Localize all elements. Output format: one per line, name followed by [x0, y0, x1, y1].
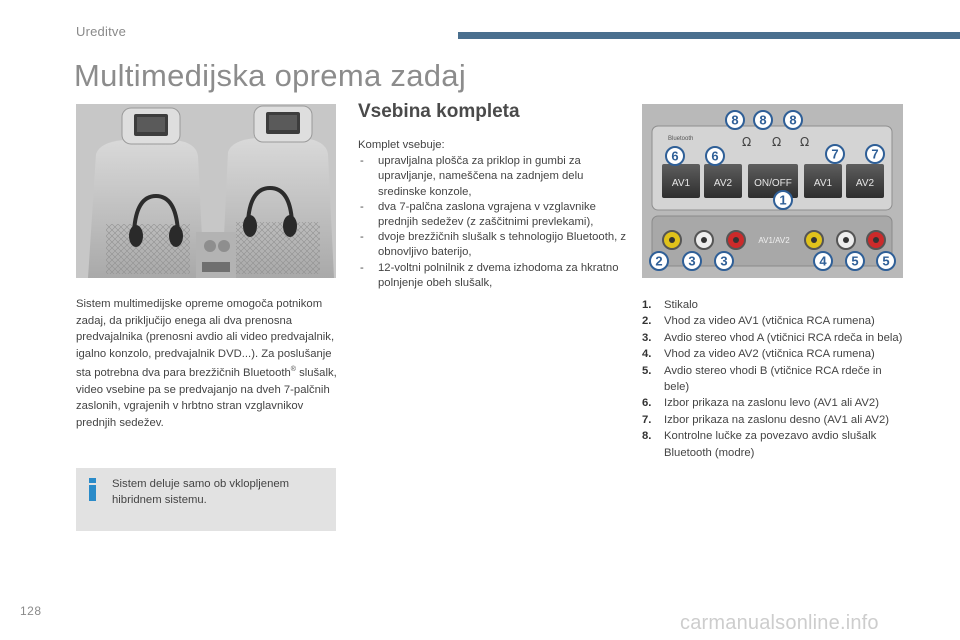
description-text-part: slušalk, video vsebine pa se predvajanjo na dveh 7-palčnih zaslonih, vgrajenih v hrbtno stran vzglavnikov prednjih sedežev.	[76, 367, 337, 429]
svg-text:Ω: Ω	[772, 135, 782, 149]
info-note-text: Sistem deluje samo ob vklopljenem hibridnem sistemu.	[112, 478, 290, 506]
legend-text: Izbor prikaza na zaslonu levo (AV1 ali AV2)	[664, 397, 879, 410]
panel-brand-label: Bluetooth	[668, 136, 694, 142]
callout-number: 6	[671, 148, 679, 164]
callout-number: 1	[779, 192, 787, 208]
legend-text: Izbor prikaza na zaslonu desno (AV1 ali AV2)	[664, 413, 890, 426]
kit-contents	[358, 138, 628, 291]
list-item: - upravljalna plošča za priklop in gumbi za upravljanje, nameščena na zadnjem delu sredinske konzole,	[358, 154, 628, 200]
list-item	[642, 363, 904, 396]
legend-text: Avdio stereo vhodi B (vtičnice RCA rdeče in bele)	[664, 364, 882, 394]
list-item	[642, 395, 904, 411]
page-title: Multimedijska oprema zadaj	[74, 58, 467, 93]
legend-number: 6.	[642, 397, 652, 410]
header-accent-bar	[458, 32, 960, 39]
legend-number: 5.	[642, 364, 652, 377]
kit-heading: Vsebina kompleta	[358, 101, 520, 122]
headrest-screens-illustration	[76, 104, 336, 278]
legend-list	[642, 297, 904, 461]
system-description	[76, 296, 338, 432]
list-item: - dvoje brezžičnih slušalk s tehnologijo Bluetooth, z obnovljivo baterijo,	[358, 230, 628, 260]
legend-number: 3.	[642, 331, 652, 344]
list-item: - dva 7-palčna zaslona vgrajena v vzglavnike prednjih sedežev (z zaščitnimi prevlekami),	[358, 200, 628, 230]
control-panel-photo	[642, 104, 903, 278]
legend-text: Stikalo	[664, 299, 698, 311]
registered-mark: ®	[290, 366, 296, 374]
list-item	[642, 346, 904, 362]
kit-list	[358, 154, 628, 291]
legend-number: 8.	[642, 430, 652, 443]
callout-number: 5	[851, 253, 859, 269]
description-text-part: Sistem multimedijske opreme omogoča potnikom zadaj, da priključijo enega ali dva prenosna predvajalnika (prenosni avdio ali video predvajalnik, igalno konzolo, predvajalnik DVD...). Za poslušanje sta potrebna dva para brezžičnih Bluetooth	[76, 298, 335, 380]
button-label: AV2	[713, 178, 733, 189]
callout-number: 8	[759, 112, 767, 128]
headrest-screens-photo	[76, 104, 336, 278]
list-item	[642, 313, 904, 329]
list-item	[642, 428, 904, 461]
legend-number: 4.	[642, 348, 652, 361]
callout-number: 7	[871, 146, 879, 162]
legend-number: 7.	[642, 413, 652, 426]
info-icon	[88, 478, 97, 501]
legend-number: 1.	[642, 299, 652, 311]
watermark: carmanualsonline.info	[680, 612, 879, 634]
kit-intro: Komplet vsebuje:	[358, 139, 445, 151]
jack-group-label: AV1/AV2	[758, 236, 790, 245]
page-number: 128	[20, 604, 42, 618]
button-label: AV1	[813, 178, 833, 189]
callout-number: 3	[688, 253, 696, 269]
callout-number: 6	[711, 148, 719, 164]
callout-number: 4	[819, 253, 827, 269]
callout-number: 8	[731, 112, 739, 128]
info-note	[76, 468, 336, 531]
list-item: - 12-voltni polnilnik z dvema izhodoma za hkratno polnjenje obeh slušalk,	[358, 261, 628, 291]
legend-text: Vhod za video AV2 (vtičnica RCA rumena)	[664, 348, 875, 361]
callout-number: 8	[789, 112, 797, 128]
button-label: AV2	[855, 178, 875, 189]
list-item	[642, 297, 904, 313]
list-item	[642, 330, 904, 346]
legend-text: Avdio stereo vhod A (vtičnici RCA rdeča in bela)	[664, 331, 903, 344]
callout-number: 2	[655, 253, 663, 269]
list-item	[642, 412, 904, 428]
button-label: ON/OFF	[754, 178, 792, 189]
callout-number: 3	[720, 253, 728, 269]
legend-number: 2.	[642, 315, 652, 328]
callout-number: 5	[882, 253, 890, 269]
legend-text: Kontrolne lučke za povezavo avdio slušalk Bluetooth (modre)	[664, 430, 877, 459]
svg-text:Ω: Ω	[742, 135, 752, 149]
svg-text:Ω: Ω	[800, 135, 810, 149]
header-section-label: Ureditve	[76, 24, 127, 39]
button-label: AV1	[671, 178, 691, 189]
control-panel-illustration	[642, 104, 903, 278]
legend-text: Vhod za video AV1 (vtičnica RCA rumena)	[664, 315, 875, 328]
callout-number: 7	[831, 146, 839, 162]
